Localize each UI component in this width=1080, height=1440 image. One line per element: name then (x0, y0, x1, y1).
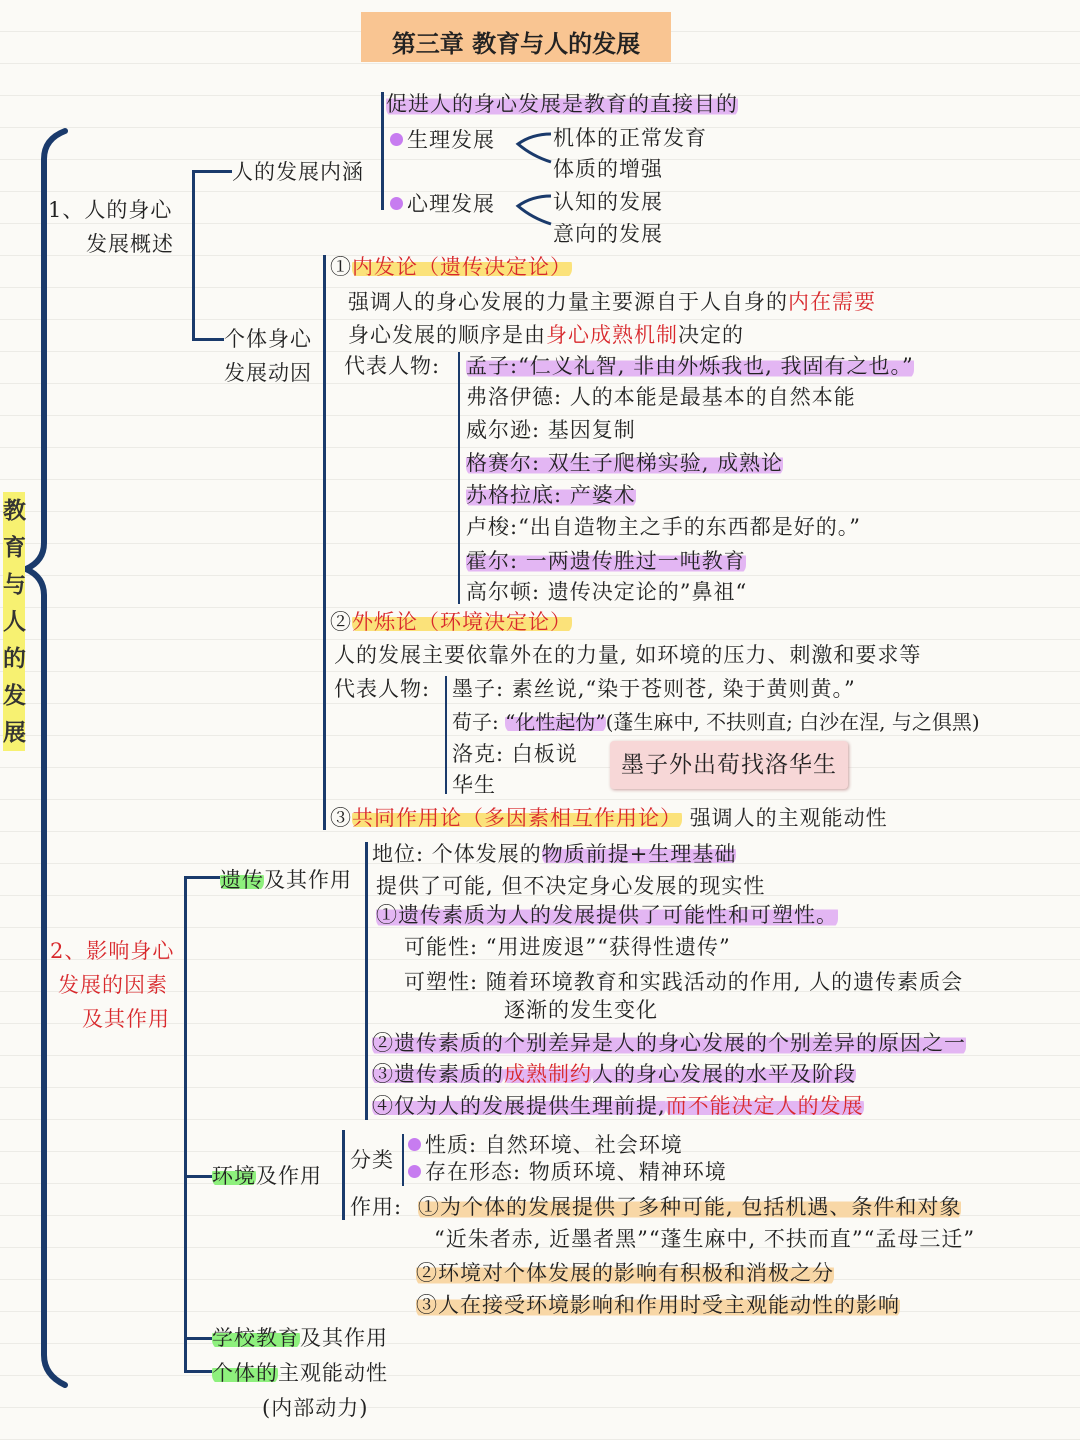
environment-form: 存在形态: 物质环境、精神环境 (408, 1158, 727, 1186)
physical-development: 生理发展 (390, 126, 495, 154)
exo-line1: 人的发展主要依靠外在的力量, 如环境的压力、刺激和要求等 (334, 643, 922, 667)
bullet-icon (390, 133, 403, 146)
physical-fork-icon (514, 128, 554, 168)
heredity-point1: ①遗传素质为人的发展提供了可能性和可塑性。 (376, 903, 838, 927)
environment-label: 环境及作用 (212, 1164, 322, 1188)
subjective-label: 个体的主观能动性 (212, 1361, 388, 1385)
s1-branch-motive (192, 338, 224, 341)
person-galton: 高尔顿: 遗传决定论的”鼻祖“ (466, 580, 748, 604)
bullet-icon (408, 1165, 421, 1178)
heredity-point3: ③遗传素质的成熟制约人的身心发展的水平及阶段 (372, 1062, 856, 1086)
s1-vline (192, 170, 195, 340)
environment-class-label: 分类 (350, 1148, 394, 1172)
page-title: 第三章 教育与人的发展 (391, 29, 641, 58)
heredity-plasticity: 可塑性: 随着环境教育和实践活动的作用, 人的遗传素质会 逐渐的发生变化 (404, 970, 964, 1022)
person-watson: 华生 (452, 773, 496, 797)
heredity-possibility: 可能性: “用进废退”“获得性遗传” (404, 935, 731, 959)
side-title-char: 与 (3, 571, 26, 598)
psych-development: 心理发展 (390, 190, 495, 218)
side-title-char: 的 (3, 645, 26, 672)
main-brace-path (26, 131, 65, 1385)
side-title-char: 育 (3, 534, 26, 561)
section1-heading: 1、人的身心 发展概述 (48, 198, 174, 256)
side-title-char: 发 (3, 682, 26, 709)
psych-item: 认知的发展 (553, 190, 663, 214)
heredity-status: 地位: 个体发展的物质前提+生理基础 (372, 842, 737, 866)
s2-branch-subjective (184, 1370, 212, 1373)
person-rousseau: 卢梭:“出自造物主之手的东西都是好的。” (466, 515, 862, 539)
endo-line2: 身心发展的顺序是由身心成熟机制决定的 (348, 323, 744, 347)
person-locke: 洛克: 白板说 (452, 742, 578, 766)
inter-title: ③共同作用论（多因素相互作用论） 强调人的主观能动性 (330, 806, 888, 830)
connotation-label: 人的发展内涵 (232, 160, 364, 184)
motive-label: 个体身心 发展动因 (224, 327, 312, 385)
education-goal: 促进人的身心发展是教育的直接目的 (386, 92, 738, 116)
environment-vline (342, 1130, 345, 1220)
s2-branch-environment (184, 1175, 212, 1178)
psych-fork-icon (514, 190, 554, 230)
bullet-icon (408, 1138, 421, 1151)
side-title-char: 人 (3, 608, 26, 635)
s2-branch-school (184, 1337, 212, 1340)
side-title-char: 教 (3, 497, 26, 524)
subjective-note: (内部动力) (262, 1396, 369, 1420)
heredity-label: 遗传及其作用 (220, 868, 352, 892)
person-xunzi: 荀子: “化性起伪”(蓬生麻中, 不扶则直; 白沙在涅, 与之俱黑) (452, 710, 980, 734)
exo-rep-label: 代表人物: (334, 677, 431, 701)
motive-vline (323, 255, 326, 830)
person-hall: 霍尔: 一两遗传胜过一吨教育 (466, 549, 746, 573)
exo-persons-vline (445, 676, 447, 794)
mnemonic-note: 墨子外出荀找洛华生 (610, 741, 848, 789)
environment-nature: 性质: 自然环境、社会环境 (408, 1131, 683, 1159)
side-title-char: 展 (3, 719, 26, 746)
person-wilson: 威尔逊: 基因复制 (466, 418, 636, 442)
environment-effect2: ②环境对个体发展的影响有积极和消极之分 (416, 1261, 834, 1285)
endo-title: ①内发论（遗传决定论） (330, 255, 572, 279)
environment-effect3: ③人在接受环境影响和作用时受主观能动性的影响 (416, 1293, 900, 1317)
s1-branch-connotation (192, 170, 232, 173)
endo-line1: 强调人的身心发展的力量主要源自于人自身的内在需要 (348, 290, 876, 314)
environment-effect-label: 作用: (350, 1195, 403, 1219)
school-label: 学校教育及其作用 (212, 1326, 388, 1350)
class-vline (402, 1134, 404, 1186)
side-title (3, 492, 25, 751)
endo-persons-vline (458, 352, 460, 604)
s2-vline (184, 876, 187, 1372)
physical-item: 体质的增强 (553, 157, 663, 181)
person-gesell: 格赛尔: 双生子爬梯实验, 成熟论 (466, 451, 784, 475)
exo-title: ②外烁论（环境决定论） (330, 610, 572, 634)
bullet-icon (390, 197, 403, 210)
person-freud: 弗洛伊德: 人的本能是最基本的自然本能 (466, 385, 856, 409)
heredity-point2: ②遗传素质的个别差异是人的身心发展的个别差异的原因之一 (372, 1031, 966, 1055)
main-brace-icon (20, 125, 70, 1395)
section2-heading: 2、影响身心 发展的因素 及其作用 (50, 939, 175, 1031)
environment-effect1: ①为个体的发展提供了多种可能, 包括机遇、条件和对象 (418, 1195, 962, 1219)
heredity-provides: 提供了可能, 但不决定身心发展的现实性 (376, 874, 766, 898)
heredity-vline (365, 842, 368, 1120)
physical-item: 机体的正常发育 (553, 126, 707, 150)
heredity-point4: ④仅为人的发展提供生理前提,而不能决定人的发展 (372, 1094, 864, 1118)
psych-item: 意向的发展 (553, 222, 663, 246)
endo-rep-label: 代表人物: (344, 354, 441, 378)
s2-branch-heredity (184, 876, 220, 879)
environment-effect1-quote: “近朱者赤, 近墨者黑”“蓬生麻中, 不扶而直”“孟母三迁” (434, 1227, 976, 1251)
person-socrates: 苏格拉底: 产婆术 (466, 483, 636, 507)
person-mozi: 墨子: 素丝说,“染于苍则苍, 染于黄则黄。” (452, 677, 856, 701)
person-mencius: 孟子:“仁义礼智, 非由外烁我也, 我固有之也。” (466, 354, 914, 378)
connotation-vline (381, 92, 384, 210)
